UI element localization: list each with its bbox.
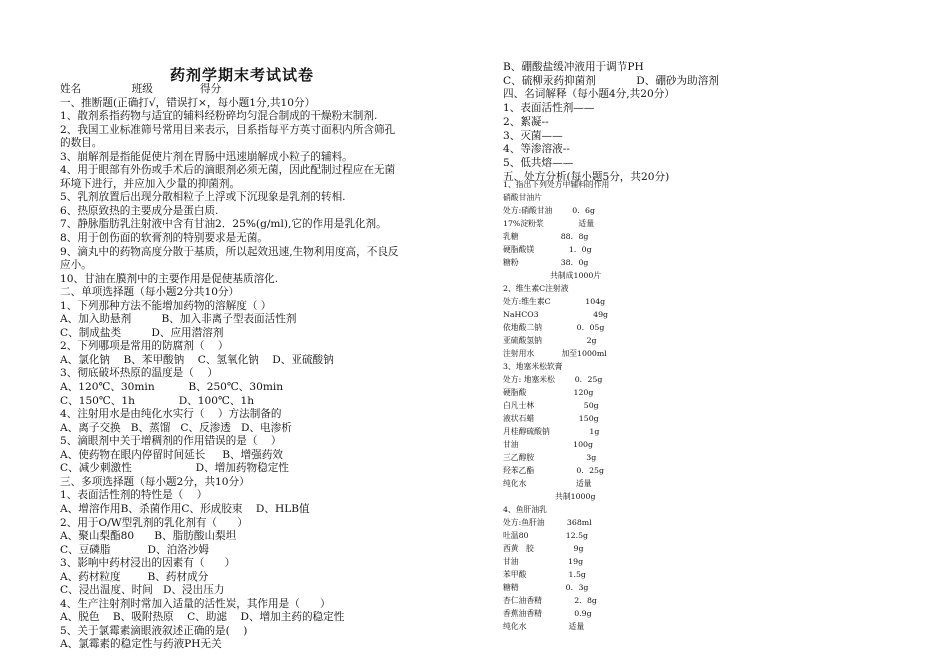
- text-line: A、使药物在眼内停留时间延长 B、增强药效: [60, 448, 283, 461]
- text-line: 亚硫酸氢钠 2g: [503, 336, 597, 345]
- text-line: 17%淀粉浆 适量: [503, 219, 595, 228]
- text-line: A、药材粒度 B、药材成分: [60, 570, 209, 583]
- text-line: B、硼酸盐缓冲液用于调节PH: [503, 61, 644, 73]
- text-line: 5、滴眼剂中关于增稠剂的作用错误的是（ ）: [60, 435, 282, 448]
- text-line: C、浸出温度、时间 D、浸出压力: [60, 584, 225, 597]
- text-line: 姓名 班级 得分: [60, 83, 222, 95]
- text-line: 甘油 19g: [503, 557, 584, 566]
- text-line: 白凡士林 50g: [503, 401, 599, 410]
- text-line: 西黄 胶 9g: [503, 544, 584, 553]
- text-line: 2、下列哪项是常用的防腐剂（ ）: [60, 340, 229, 353]
- text-line: 2、用于O/W型乳剂的乳化剂有（ ）: [60, 516, 248, 529]
- text-line: 6、热原致热的主要成分是蛋白质.: [60, 204, 219, 217]
- text-line: 5、低共熔——: [503, 156, 574, 169]
- text-line: 处方:维生素C 104g: [503, 297, 606, 306]
- text-line: 4、用于眼部有外伤或手术后的滴眼剂必须无菌，因此配制过程应在无菌: [60, 164, 396, 177]
- text-line: 2、维生素C注射液: [503, 284, 569, 293]
- text-line: 月桂醇硫酸钠 1g: [503, 427, 600, 436]
- text-line: 9、滴丸中的药物高度分散于基质，所以起效迅速,生物利用度高，不良反: [60, 245, 399, 258]
- text-line: 4、等渗溶液--: [503, 143, 570, 156]
- text-line: 3、影响中药材浸出的因素有（ ）: [60, 557, 236, 570]
- text-line: 3、彻底破坏热原的温度是（ ）: [60, 367, 218, 380]
- text-line: 四、名词解释（每小题4分,共20分）: [503, 88, 675, 101]
- text-line: 应小。: [60, 259, 92, 272]
- text-line: 4、生产注射剂时常加入适量的活性炭，其作用是（ ）: [60, 597, 331, 610]
- text-line: 处方: 地塞米松 0．25g: [503, 375, 603, 384]
- text-line: A、离子交换 B、蒸馏 C、反渗透 D、电渗析: [60, 421, 292, 434]
- text-line: 环境下进行，并应加入少量的抑菌剂。: [60, 177, 241, 190]
- text-line: 纯化水 适量: [503, 622, 585, 631]
- text-line: 乳糖 88．8g: [503, 232, 589, 241]
- text-line: 4、注射用水是由纯化水实行（ ）方法制备的: [60, 408, 282, 421]
- text-line: 纯化水 适量: [503, 479, 592, 488]
- text-line: 糖精 0．3g: [503, 583, 589, 592]
- text-line: A、氯霉素的稳定性与药液PH无关: [60, 638, 222, 651]
- text-line: 共制成1000片: [503, 271, 602, 280]
- text-line: 5、关于氯霉素滴眼液叙述正确的是( ): [60, 624, 248, 637]
- text-line: 1、表面活性剂——: [503, 102, 595, 115]
- text-line: C、豆磷脂 D、泊洛沙姆: [60, 543, 209, 556]
- text-line: 3、灭菌——: [503, 129, 563, 142]
- text-line: 苯甲酸 1.5g: [503, 570, 586, 579]
- text-line: 二、单项选择题（每小题2分共10分）: [60, 286, 240, 299]
- text-line: 8、用于创伤面的软膏剂的特别要求是无菌。: [60, 232, 269, 245]
- text-line: 硝酸甘油片: [503, 193, 542, 202]
- text-line: 1、表面活性剂的特性是（ ）: [60, 489, 208, 502]
- text-line: A、脱色 B、吸附热原 C、助滤 D、增加主药的稳定性: [60, 611, 345, 624]
- text-line: 甘油 100g: [503, 440, 593, 449]
- text-line: 5、乳剂放置后出现分散相粒子上浮或下沉现象是乳剂的转相.: [60, 191, 346, 204]
- text-line: 4、鱼肝油乳: [503, 505, 547, 514]
- text-line: C、减少刺激性 D、增加药物稳定性: [60, 462, 289, 475]
- text-line: 10、甘油在膜剂中的主要作用是促使基质溶化.: [60, 272, 279, 285]
- text-line: 7、静脉脂肪乳注射液中含有甘油2．25%(g/ml),它的作用是乳化剂。: [60, 218, 387, 231]
- text-line: 3、地塞米松软膏: [503, 362, 563, 371]
- text-line: 吐温80 12.5g: [503, 531, 589, 540]
- text-line: 糖粉 38．0g: [503, 258, 589, 267]
- text-line: 杏仁油香精 2．8g: [503, 596, 597, 605]
- text-line: 一、推断题(正确打√，错误打×，每小题1分,共10分）: [60, 96, 316, 109]
- text-line: 三乙醇胺 3g: [503, 453, 597, 462]
- text-line: 依地酸二钠 0．05g: [503, 323, 605, 332]
- text-line: 液状石蜡 150g: [503, 414, 599, 423]
- text-line: 共制1000g: [503, 492, 596, 501]
- text-line: 硬脂酸 120g: [503, 388, 594, 397]
- text-line: 的数目。: [60, 137, 103, 150]
- text-line: 香蕉油香精 0.9g: [503, 609, 592, 618]
- text-line: 处方:鱼肝油 368ml: [503, 518, 592, 527]
- text-line: 1、指出下列处方中辅料的作用: [503, 180, 610, 189]
- left-column-text: [60, 83, 460, 652]
- text-line: A、120℃、30min B、250℃、30min: [60, 381, 284, 394]
- text-line: 羟苯乙酯 0．25g: [503, 466, 604, 475]
- text-line: A、增溶作用B、杀菌作用C、形成胶束 D、HLB值: [60, 502, 310, 515]
- text-line: 硬脂酸镁 1．0g: [503, 245, 592, 254]
- prescription-analysis: [503, 178, 923, 633]
- text-line: NaHCO3 49g: [503, 310, 609, 319]
- text-line: 1、下列那种方法不能增加药物的溶解度（ ）: [60, 299, 272, 312]
- text-line: A、加入助悬剂 B、加入非离子型表面活性剂: [60, 313, 297, 326]
- text-line: 五、处方分析(每小题5分，共20分): [503, 170, 670, 183]
- text-line: C、制成盐类 D、应用潜溶剂: [60, 326, 224, 339]
- text-line: 2、我国工业标准筛号常用目来表示，目系指每平方英寸面积内所含筛孔: [60, 123, 396, 136]
- text-line: A、氯化钠 B、苯甲酸钠 C、氢氧化钠 D、亚硫酸钠: [60, 353, 334, 366]
- text-line: 三、多项选择题（每小题2分，共10分）: [60, 475, 250, 488]
- text-line: 1、散剂系指药物与适宜的辅料经粉碎均匀混合制成的干燥粉末制剂.: [60, 110, 378, 123]
- text-line: 3、崩解剂是指能促使片剂在胃肠中迅速崩解成小粒子的辅料。: [60, 150, 353, 163]
- text-line: 处方:硝酸甘油 0．6g: [503, 206, 595, 215]
- text-line: C、硫柳汞药抑菌剂 D、硼砂为助溶剂: [503, 74, 719, 87]
- text-line: A、聚山梨酯80 B、脂肪酸山梨坦: [60, 530, 237, 543]
- right-column-questions: [503, 61, 923, 184]
- text-line: C、150℃、1h D、100℃、1h: [60, 394, 255, 407]
- paper-title: 药剂学期末考试试卷: [170, 66, 315, 84]
- text-line: 注射用水 加至1000ml: [503, 349, 607, 358]
- text-line: 2、絮凝--: [503, 115, 549, 128]
